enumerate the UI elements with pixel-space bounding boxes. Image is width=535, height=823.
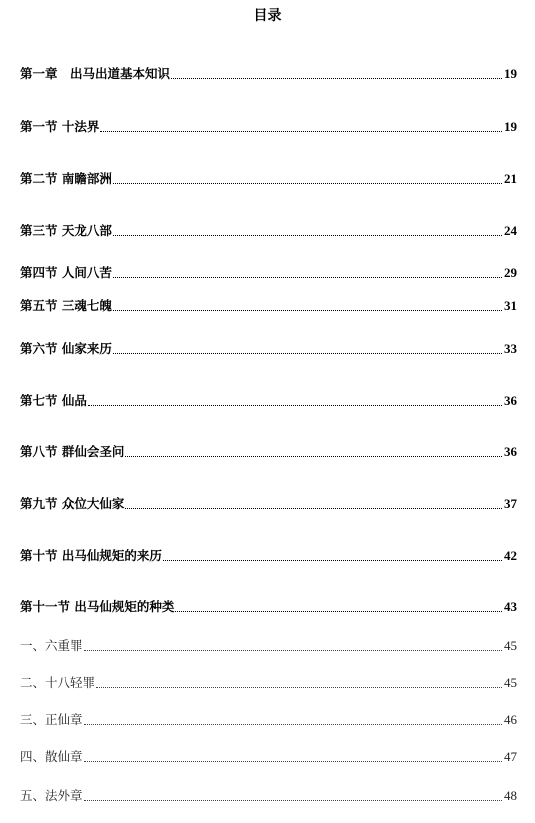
toc-dot-leader bbox=[113, 234, 502, 236]
toc-entry-section-8[interactable] bbox=[20, 442, 517, 460]
toc-entry-section-1[interactable] bbox=[20, 117, 517, 135]
toc-dot-leader bbox=[171, 77, 502, 79]
toc-page-number: 45 bbox=[504, 675, 517, 690]
toc-entry-label: 第十节 出马仙规矩的来历 bbox=[20, 548, 162, 563]
toc-entry-label: 一、六重罪 bbox=[20, 638, 83, 653]
toc-entry-label: 五、法外章 bbox=[20, 788, 83, 803]
toc-dot-leader bbox=[125, 455, 502, 457]
toc-entry-section-10[interactable] bbox=[20, 546, 517, 564]
toc-dot-leader bbox=[113, 182, 502, 184]
toc-entry-section-2[interactable] bbox=[20, 169, 517, 187]
toc-entry-label: 第一章 出马出道基本知识 bbox=[20, 66, 171, 81]
toc-entry-sub-4[interactable] bbox=[20, 747, 517, 765]
toc-entry-label: 第五节 三魂七魄 bbox=[20, 298, 112, 313]
toc-page-number: 45 bbox=[504, 638, 517, 653]
toc-entry-label: 第二节 南瞻部洲 bbox=[20, 171, 112, 186]
toc-page-number: 31 bbox=[504, 298, 517, 313]
toc-page-number: 37 bbox=[504, 496, 517, 511]
toc-page-number: 33 bbox=[504, 341, 517, 356]
toc-dot-leader bbox=[84, 649, 502, 651]
toc-entry-label: 第八节 群仙会圣问 bbox=[20, 444, 125, 459]
toc-entry-sub-2[interactable] bbox=[20, 673, 517, 691]
toc-entry-label: 第九节 众位大仙家 bbox=[20, 496, 125, 511]
toc-entry-section-3[interactable] bbox=[20, 221, 517, 239]
toc-entry-section-9[interactable] bbox=[20, 494, 517, 512]
toc-entry-section-7[interactable] bbox=[20, 391, 517, 409]
toc-page-number: 19 bbox=[504, 119, 517, 134]
toc-dot-leader bbox=[88, 404, 502, 406]
toc-entry-section-6[interactable] bbox=[20, 339, 517, 357]
toc-entry-label: 第七节 仙品 bbox=[20, 393, 87, 408]
toc-entry-sub-1[interactable] bbox=[20, 636, 517, 654]
toc-dot-leader bbox=[100, 130, 502, 132]
toc-entry-label: 第六节 仙家来历 bbox=[20, 341, 112, 356]
toc-page-number: 43 bbox=[504, 599, 517, 614]
toc-dot-leader bbox=[113, 276, 502, 278]
toc-entry-label: 四、散仙章 bbox=[20, 749, 83, 764]
toc-entry-label: 第一节 十法界 bbox=[20, 119, 100, 134]
toc-page-number: 29 bbox=[504, 265, 517, 280]
toc-dot-leader bbox=[175, 610, 502, 612]
toc-dot-leader bbox=[84, 760, 502, 762]
toc-page-number: 48 bbox=[504, 788, 517, 803]
toc-dot-leader bbox=[96, 686, 502, 688]
toc-dot-leader bbox=[113, 352, 502, 354]
toc-page-number: 36 bbox=[504, 393, 517, 408]
toc-page-number: 36 bbox=[504, 444, 517, 459]
toc-dot-leader bbox=[113, 309, 502, 311]
toc-page-number: 47 bbox=[504, 749, 517, 764]
toc-entry-label: 第四节 人间八苦 bbox=[20, 265, 112, 280]
toc-entry-chapter-1[interactable] bbox=[20, 64, 517, 82]
toc-entry-label: 第三节 天龙八部 bbox=[20, 223, 112, 238]
toc-dot-leader bbox=[163, 559, 502, 561]
toc-entry-section-5[interactable] bbox=[20, 296, 517, 314]
toc-dot-leader bbox=[84, 799, 502, 801]
toc-dot-leader bbox=[84, 723, 502, 725]
toc-page-number: 21 bbox=[504, 171, 517, 186]
toc-page-number: 42 bbox=[504, 548, 517, 563]
page-title: 目录 bbox=[253, 8, 282, 24]
toc-entry-sub-5[interactable] bbox=[20, 786, 517, 804]
toc-entry-label: 第十一节 出马仙规矩的种类 bbox=[20, 599, 175, 614]
toc-page-number: 19 bbox=[504, 66, 517, 81]
toc-entry-section-11[interactable] bbox=[20, 597, 517, 615]
toc-entry-label: 三、正仙章 bbox=[20, 712, 83, 727]
toc-dot-leader bbox=[125, 507, 502, 509]
toc-entry-sub-3[interactable] bbox=[20, 710, 517, 728]
toc-entry-label: 二、十八轻罪 bbox=[20, 675, 96, 690]
toc-entry-section-4[interactable] bbox=[20, 263, 517, 281]
toc-page-number: 46 bbox=[504, 712, 517, 727]
toc-page-number: 24 bbox=[504, 223, 517, 238]
